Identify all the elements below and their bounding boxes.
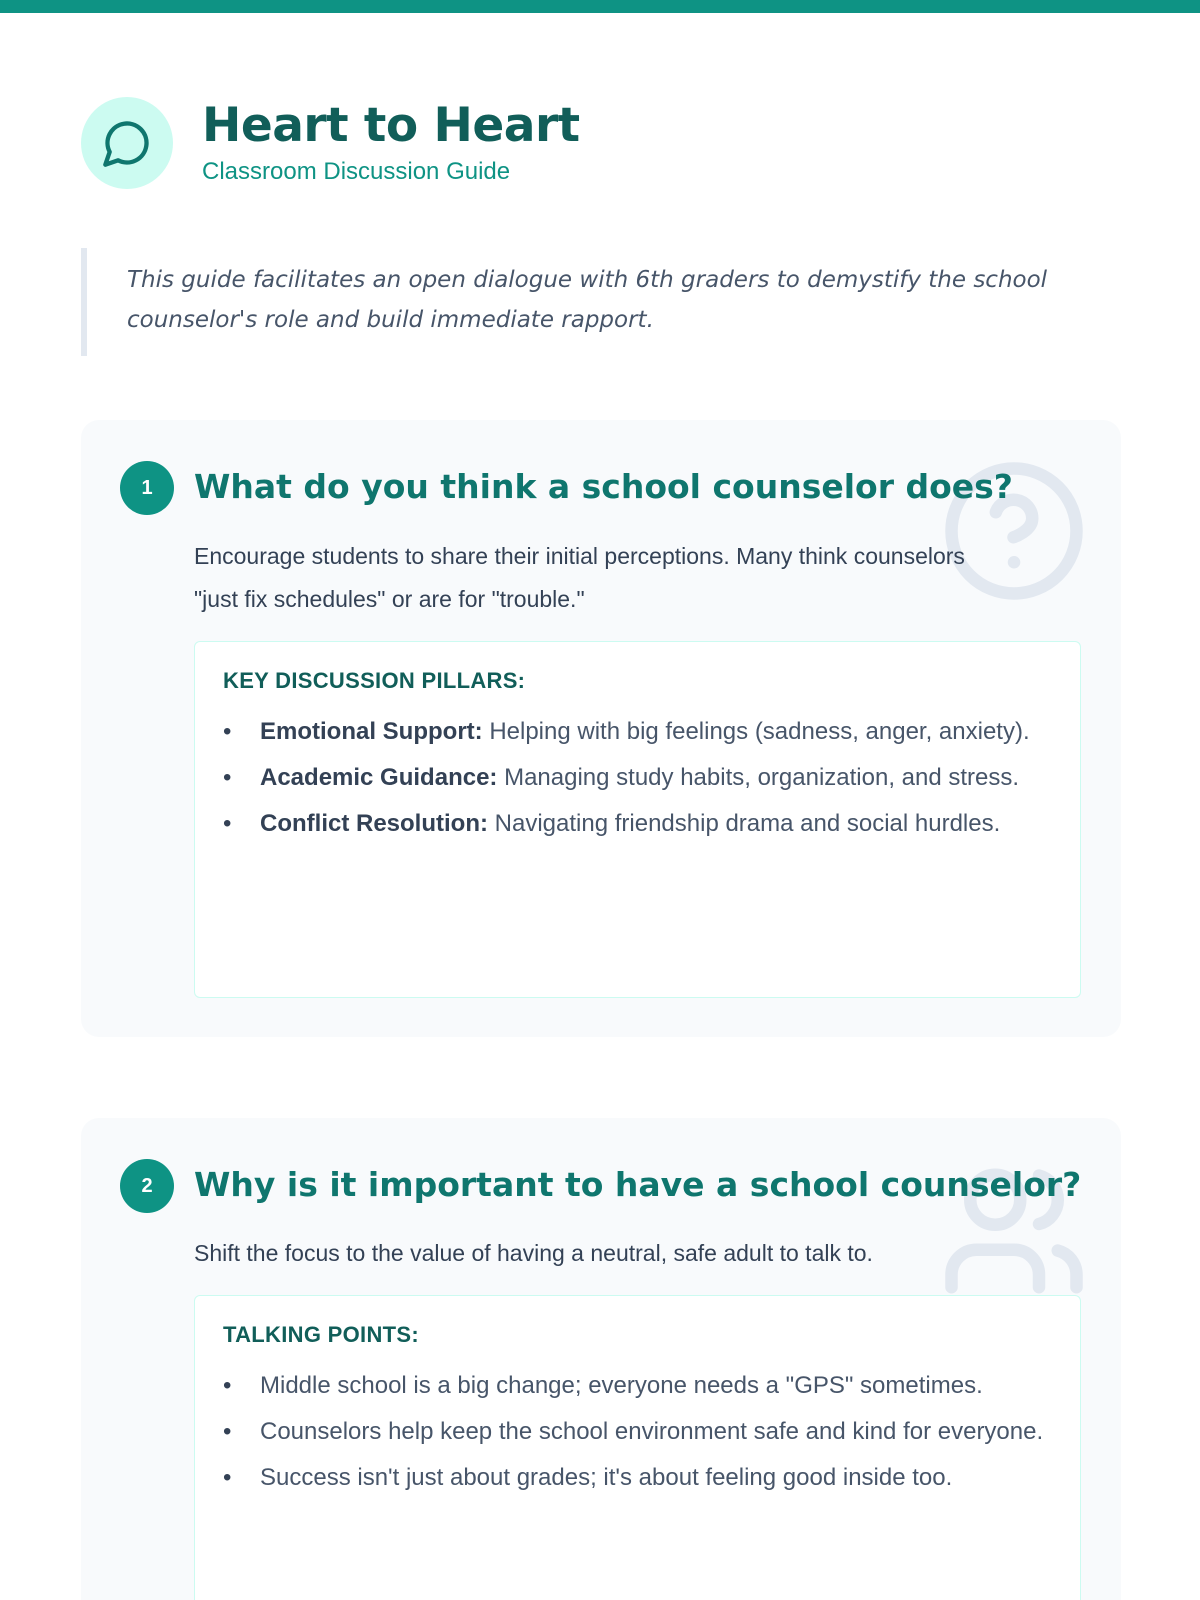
list-item: • Counselors help keep the school environment safe and kind for everyone. (223, 1412, 1052, 1452)
key-points-box (194, 641, 1081, 998)
list-item-heading: Academic Guidance: (260, 764, 498, 791)
question-description: Encourage students to share their initial perceptions. Many think counselors "just fix schedules" or are for "trouble." (194, 543, 965, 612)
key-points-list (223, 712, 1052, 844)
logo (81, 97, 173, 189)
page-subtitle: Classroom Discussion Guide (202, 158, 511, 185)
question-number-badge: 2 (120, 1159, 174, 1213)
intro-quote (81, 248, 1121, 356)
list-item-text: Managing study habits, organization, and stress. (497, 764, 1020, 791)
question-title: Why is it important to have a school counselor? (194, 1165, 1082, 1204)
list-item: • Success isn't just about grades; it's about feeling good inside too. (223, 1458, 1052, 1498)
question-card (81, 420, 1121, 1037)
talking-points-box (194, 1295, 1081, 1600)
talking-points-list (223, 1366, 1052, 1498)
list-item-text: Navigating friendship drama and social hurdles. (487, 810, 1001, 837)
list-item-text: Helping with big feelings (sadness, anger, anxiety). (482, 718, 1030, 745)
list-item (223, 758, 1052, 798)
chat-bubble-icon (101, 117, 153, 169)
page-title: Heart to Heart (202, 98, 580, 153)
list-item (223, 712, 1052, 752)
question-card (81, 1118, 1121, 1600)
question-number-badge: 1 (120, 461, 174, 515)
list-item: • Middle school is a big change; everyone needs a "GPS" sometimes. (223, 1366, 1052, 1406)
top-accent-bar (0, 0, 1200, 13)
list-item-heading: Conflict Resolution: (260, 810, 488, 837)
intro-text: This guide facilitates an open dialogue with 6th graders to demystify the school counselor's role and build immediate rapport. (127, 267, 1048, 333)
list-item (223, 804, 1052, 844)
talking-points-label: TALKING POINTS: (223, 1322, 419, 1347)
page-header (81, 97, 580, 189)
list-item-heading: Emotional Support: (260, 718, 483, 745)
question-title: What do you think a school counselor does? (194, 467, 1013, 506)
key-points-label: KEY DISCUSSION PILLARS: (223, 668, 526, 693)
question-description: Shift the focus to the value of having a neutral, safe adult to talk to. (194, 1240, 873, 1266)
